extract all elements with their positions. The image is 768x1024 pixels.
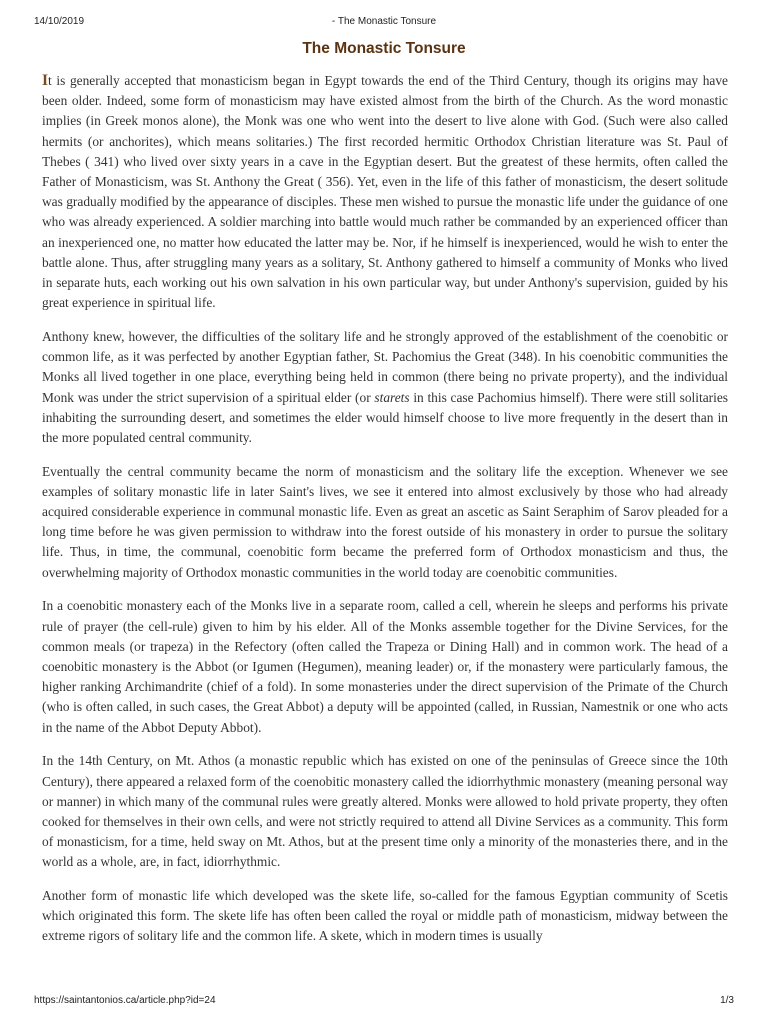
print-url: https://saintantonios.ca/article.php?id=24 [34, 995, 216, 1006]
print-doc-title: - The Monastic Tonsure [331, 16, 437, 27]
paragraph-2-italic-term: starets [374, 389, 410, 405]
paragraph-4: In a coenobitic monastery each of the Monks live in a separate room, called a cell, wherein he sleeps and performs his private rule of prayer (the cell-rule) given to him by his elder. All of the Monks assemble together for the Divine Services, for the common meals (or trapeza) in the Refectory (often called the Trapeza or Dining Hall) and in common work. The head of a coenobitic monastery is the Abbot (or Igumen (Hegumen), meaning leader) or, if the monastery were particularly famous, the higher ranking Archimandrite (chief of a fold). In some monasteries under the direct supervision of the Primate of the Church (who is often called, in such cases, the Great Abbot) a deputy will be appointed (called, in Russian, Namestnik or one who acts in the name of the Abbot Deputy Abbot). [42, 598, 728, 735]
article-title: The Monastic Tonsure [302, 40, 466, 57]
article-body [42, 71, 728, 986]
paragraph-1-text: t is generally accepted that monasticism began in Egypt towards the end of the Third Century, though its origins may have been older. Indeed, some form of monasticism may have existed almost from the birth of the Church. As the word monastic implies (in Greek monos alone), the Monk was one who went into the desert to live alone with God. (Such were also called hermits (or anchorites), which means solitaries.) The first recorded hermitic Orthodox Christian literature was St. Paul of Thebes ( 341) who lived over sixty years in a cave in the Egyptian desert. But the greatest of these hermits, often called the Father of Monasticism, was St. Anthony the Great ( 356). Yet, even in the life of this father of monasticism, the desert solitude was gradually modified by the appearance of disciples. These men wished to pursue the monastic life under the guidance of one who was already experienced. A soldier marching into battle would much rather be commanded by an experienced officer than an inexperienced one, no matter how educated the latter may be. Nor, if he himself is inexperienced, would he wish to enter the battle alone. Thus, after struggling many years as a solitary, St. Anthony gathered to himself a community of Monks who lived in separate huts, each working out his own salvation in his own particular way, but under Anthony's supervision, guided by his great experience in spiritual life. [42, 73, 728, 311]
paragraph-2 [42, 327, 728, 448]
paragraph-2-text-b: in this case Pachomius himself). There were still solitaries inhabiting the surrounding desert, and sometimes the elder would himself choose to live more frequently in the desert than in the more populated central community. [42, 389, 728, 445]
print-footer [34, 995, 734, 1009]
print-date: 14/10/2019 [34, 16, 85, 27]
paragraph-5: In the 14th Century, on Mt. Athos (a monastic republic which has existed on one of the peninsulas of Greece since the 10th Century), there appeared a relaxed form of the coenobitic monastery called the idiorrhythmic monastery (meaning personal way or manner) in which many of the communal rules were greatly altered. Monks were allowed to hold private property, they often cooked for themselves in their own cells, and were not strictly required to attend all Divine Services as a community. This form of monasticism, for a time, held sway on Mt. Athos, but at the present time only a minority of the monasteries there, and in the world as a whole, are, in fact, idiorrhythmic. [42, 753, 728, 870]
paragraph-6: Another form of monastic life which developed was the skete life, so-called for the famous Egyptian community of Scetis which originated this form. The skete life has often been called the royal or middle path of monasticism, midway between the extreme rigors of solitary life and the common life. A skete, which in modern times is usually [42, 888, 728, 944]
paragraph-2-text-a: Anthony knew, however, the difficulties of the solitary life and he strongly approved of the establishment of the coenobitic or common life, as it was perfected by another Egyptian father, St. Pachomius the Great (348). In his coenobitic communities the Monks all lived together in one place, everything being held in common (there being no private property), and the individual Monk was under the strict supervision of a spiritual elder (or [42, 328, 728, 405]
page-number: 1/3 [720, 995, 734, 1006]
paragraph-3: Eventually the central community became the norm of monasticism and the solitary life the exception. Whenever we see examples of solitary monastic life in later Saint's lives, we see it entered into almost exclusively by those who had already acquired considerable experience in communal monastic life. Even as great an ascetic as Saint Seraphim of Sarov pleaded for a long time before he was given permission to withdraw into the forest outside of his monastery in order to pursue the solitary life. Thus, in time, the communal, coenobitic form became the preferred form of Orthodox monasticism and thus, the overwhelming majority of Orthodox monastic communities in the world today are coenobitic communities. [42, 463, 728, 580]
paragraph-1 [42, 71, 728, 313]
print-header [34, 16, 734, 30]
drop-cap: I [42, 72, 49, 89]
